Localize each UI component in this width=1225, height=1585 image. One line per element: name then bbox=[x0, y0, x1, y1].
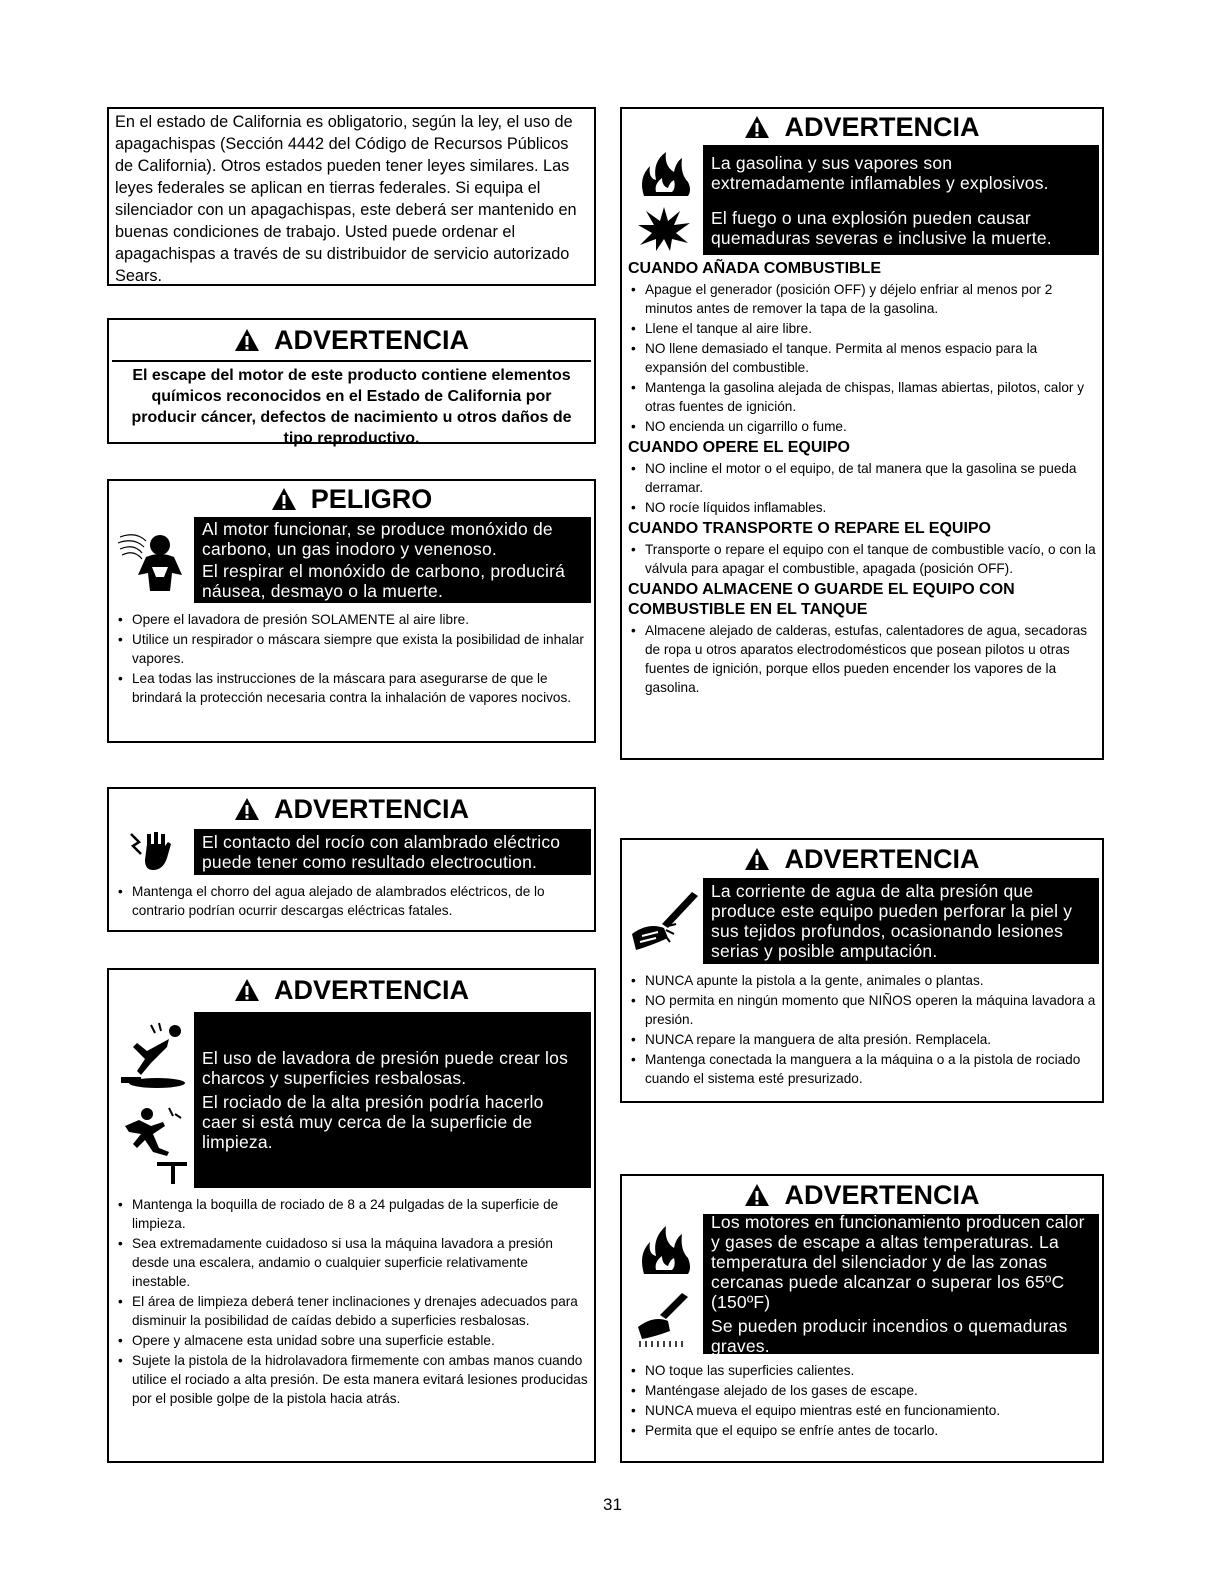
danger-carbon-monoxide bbox=[107, 479, 596, 743]
slip-bullets bbox=[109, 1188, 594, 1413]
skin-injection-icon bbox=[625, 878, 703, 964]
list-item: • NUNCA mueva el equipo mientras esté en funcionamiento. bbox=[628, 1401, 1096, 1420]
hot-bullets bbox=[622, 1354, 1102, 1445]
warning-triangle-icon bbox=[271, 487, 297, 511]
list-item: • Mantenga la gasolina alejada de chispas, llamas abiertas, pilotos, calor y otras fuentes de ignición. bbox=[628, 378, 1096, 416]
list-item: • Manténgase alejado de los gases de escape. bbox=[628, 1381, 1096, 1400]
fuel-section-heading: CUANDO ALMACENE O GUARDE EL EQUIPO CON COMBUSTIBLE EN EL TANQUE bbox=[628, 581, 1015, 618]
hot-message-1: Los motores en funcionamiento producen calor y gases de escape a altas temperaturas. La temperatura del silenciador y de las zonas cercanas puede alcanzar o superar los 65ºC (150ºF) bbox=[711, 1212, 1085, 1312]
list-item: • Permita que el equipo se enfríe antes de tocarlo. bbox=[628, 1421, 1096, 1440]
warning-triangle-icon bbox=[234, 797, 260, 821]
injection-message: La corriente de agua de alta presión que produce este equipo pueden perforar la piel y sus tejidos profundos, ocasionando lesiones serias y posible amputación. bbox=[711, 881, 1073, 961]
page-number: 31 bbox=[603, 1495, 622, 1514]
hot-message-2: Se pueden producir incendios o quemaduras graves. bbox=[711, 1316, 1068, 1356]
fuel-message-1: La gasolina y sus vapores son extremadamente inflamables y explosivos. bbox=[711, 152, 1049, 193]
list-item: • NO toque las superficies calientes. bbox=[628, 1361, 1096, 1380]
list-item: • Mantenga conectada la manguera a la máquina o a la pistola de rociado cuando el sistema esté presurizado. bbox=[628, 1050, 1096, 1088]
breathing-hazard-icon bbox=[112, 517, 194, 603]
warning-electric-title: ADVERTENCIA bbox=[109, 789, 594, 829]
list-item: • NO rocíe líquidos inflamables. bbox=[628, 498, 1096, 517]
slip-hazard-icon bbox=[112, 1012, 194, 1100]
warning-slip bbox=[107, 968, 596, 1463]
list-item: • NO encienda un cigarrillo o fume. bbox=[628, 417, 1096, 436]
danger-title: PELIGRO bbox=[109, 481, 594, 517]
explosion-icon bbox=[625, 200, 703, 255]
warning-electrocution bbox=[107, 787, 596, 932]
danger-message-1: Al motor funcionar, se produce monóxido de carbono, un gas inodoro y venenoso. bbox=[202, 519, 553, 559]
list-item: • NO permita en ningún momento que NIÑOS operen la máquina lavadora a presión. bbox=[628, 991, 1096, 1029]
electrocution-icon bbox=[112, 829, 194, 875]
warning-fuel-title: ADVERTENCIA bbox=[622, 109, 1102, 145]
list-item: • NUNCA repare la manguera de alta presión. Remplacela. bbox=[628, 1030, 1096, 1049]
warning-hot-surface bbox=[620, 1174, 1104, 1463]
list-item: • Apague el generador (posición OFF) y déjelo enfriar al menos por 2 minutos antes de remover la tapa de la gasolina. bbox=[628, 280, 1096, 318]
list-item: • Transporte o repare el equipo con el tanque de combustible vacío, o con la válvula para apagar el combustible, apagada (posición OFF). bbox=[628, 540, 1096, 578]
warning-fuel bbox=[620, 107, 1104, 760]
hot-surface-icon bbox=[625, 1284, 703, 1354]
list-item: • Sea extremadamente cuidadoso si usa la máquina lavadora a presión desde una escalera, andamio o cualquier superficie relativamente inestable. bbox=[115, 1234, 588, 1291]
warning-exhaust-title: ADVERTENCIA bbox=[109, 320, 594, 360]
warning-triangle-icon bbox=[234, 328, 260, 352]
slip-message-1: El uso de lavadora de presión puede crear los charcos y superficies resbalosas. bbox=[202, 1048, 569, 1088]
list-item: • Sujete la pistola de la hidrolavadora firmemente con ambas manos cuando utilice el rociado a alta presión. De esta manera evitará lesiones producidas por el posible golpe de la pistola hacia atrás. bbox=[115, 1351, 588, 1408]
warning-skin-injection bbox=[620, 838, 1104, 1103]
warning-exhaust-text: El escape del motor de este producto contiene elementos químicos reconocidos en el Estado de California por producir cáncer, defectos de nacimiento u otros daños de tipo reproductivo. bbox=[112, 360, 591, 453]
list-item: • Utilice un respirador o máscara siempre que exista la posibilidad de inhalar vapores. bbox=[115, 630, 588, 668]
warning-exhaust bbox=[107, 318, 596, 447]
list-item: • Llene el tanque al aire libre. bbox=[628, 319, 1096, 338]
list-item: • NO incline el motor o el equipo, de tal manera que la gasolina se pueda derramar. bbox=[628, 459, 1096, 497]
danger-message-2: El respirar el monóxido de carbono, producirá náusea, desmayo o la muerte. bbox=[202, 561, 566, 601]
fuel-section-bullets bbox=[622, 540, 1102, 578]
electric-message: El contacto del rocío con alambrado eléctrico puede tener como resultado electrocution. bbox=[202, 832, 561, 872]
electric-bullets bbox=[109, 875, 594, 925]
list-item: • NUNCA apunte la pistola a la gente, animales o plantas. bbox=[628, 971, 1096, 990]
list-item: • Almacene alejado de calderas, estufas, calentadores de agua, secadoras de ropa u otros aparatos electrodomésticos que posean pilotos u otras fuentes de ignición, porque ellos pueden encender los vapores de la gasolina. bbox=[628, 621, 1096, 697]
list-item: • Lea todas las instrucciones de la máscara para asegurarse de que le brindará la protección necesaria contra la inhalación de vapores nocivos. bbox=[115, 669, 588, 707]
list-item: • Mantenga la boquilla de rociado de 8 a 24 pulgadas de la superficie de limpieza. bbox=[115, 1195, 588, 1233]
list-item: • El área de limpieza deberá tener inclinaciones y drenajes adecuados para disminuir la posibilidad de caídas debido a superficies resbalosas. bbox=[115, 1292, 588, 1330]
fuel-section-heading: CUANDO OPERE EL EQUIPO bbox=[628, 439, 850, 456]
list-item: • Opere el lavadora de presión SOLAMENTE al aire libre. bbox=[115, 610, 588, 629]
warning-triangle-icon bbox=[744, 847, 770, 871]
fuel-message-2: El fuego o una explosión pueden causar quemaduras severas e inclusive la muerte. bbox=[711, 207, 1052, 248]
fuel-section-heading: CUANDO TRANSPORTE O REPARE EL EQUIPO bbox=[628, 520, 991, 537]
list-item: • NO llene demasiado el tanque. Permita al menos espacio para la expansión del combustible. bbox=[628, 339, 1096, 377]
warning-injection-title: ADVERTENCIA bbox=[622, 840, 1102, 878]
danger-bullets bbox=[109, 603, 594, 712]
warning-triangle-icon bbox=[234, 978, 260, 1002]
fire-icon bbox=[625, 145, 703, 200]
warning-triangle-icon bbox=[744, 115, 770, 139]
list-item: • Opere y almacene esta unidad sobre una superficie estable. bbox=[115, 1331, 588, 1350]
list-item: • Mantenga el chorro del agua alejado de alambrados eléctricos, de lo contrario podrían ocurrir descargas eléctricas fatales. bbox=[115, 882, 588, 920]
warning-triangle-icon bbox=[744, 1183, 770, 1207]
warning-hot-title: ADVERTENCIA bbox=[622, 1176, 1102, 1214]
fire-icon bbox=[625, 1214, 703, 1284]
fuel-section-bullets bbox=[622, 459, 1102, 517]
fuel-section-bullets bbox=[622, 621, 1102, 697]
injection-bullets bbox=[622, 964, 1102, 1093]
california-notice bbox=[107, 107, 596, 286]
warning-slip-title: ADVERTENCIA bbox=[109, 970, 594, 1010]
fuel-section-heading: CUANDO AÑADA COMBUSTIBLE bbox=[628, 260, 882, 277]
california-notice-text: En el estado de California es obligatorio, según la ley, el uso de apagachispas (Sección 4442 del Código de Recursos Públicos de California). Otros estados pueden tener leyes similares. Las leyes federales se aplican en tierras federales. Si equipa el silenciador con un apagachispas, este deberá ser mantenido en buenas condiciones de trabajo. Usted puede ordenar el apagachispas a través de su distribuidor de servicio autorizado Sears. bbox=[115, 113, 577, 285]
fall-hazard-icon bbox=[112, 1100, 194, 1188]
fuel-section-bullets bbox=[622, 280, 1102, 436]
slip-message-2: El rociado de la alta presión podría hacerlo caer si está muy cerca de la superficie de limpieza. bbox=[202, 1092, 544, 1152]
